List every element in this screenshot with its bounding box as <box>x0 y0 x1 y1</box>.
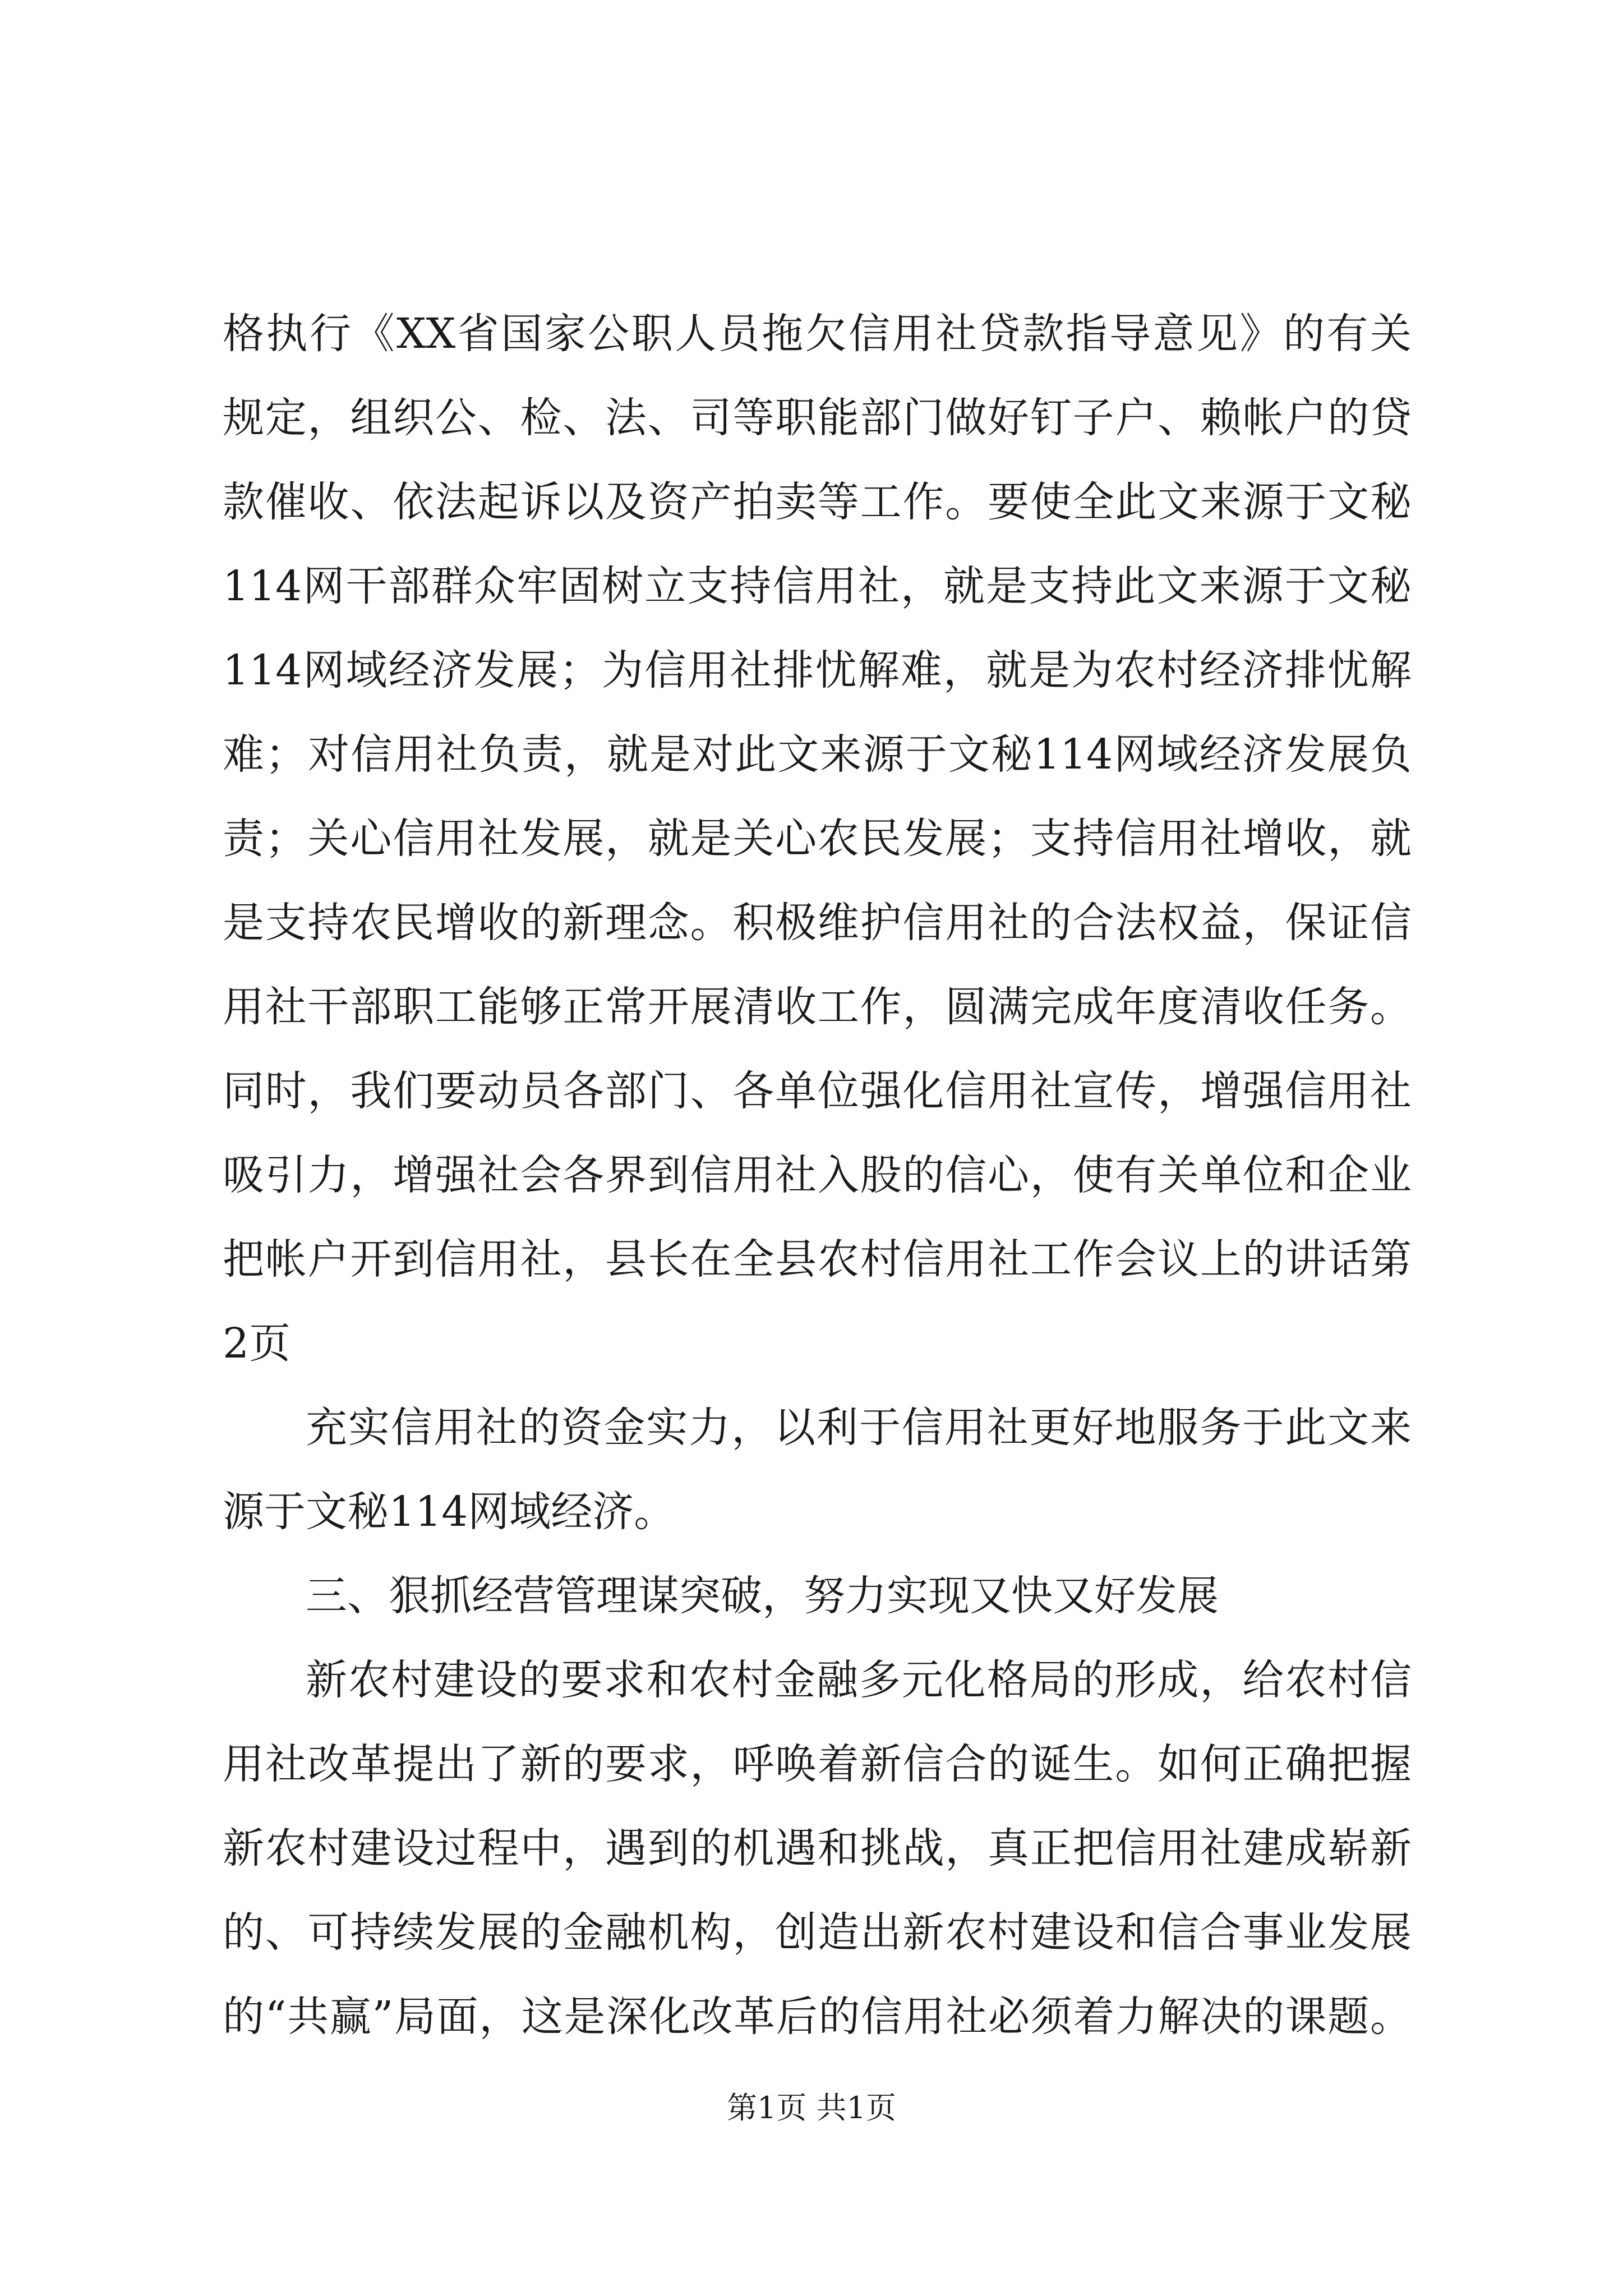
body-text-line: 难；对信用社负责，就是对此文来源于文秘114网域经济发展负 <box>223 730 1412 779</box>
body-text-line: 是支持农民增收的新理念。积极维护信用社的合法权益，保证信 <box>223 899 1412 947</box>
body-text-line: 2页 <box>223 1319 291 1368</box>
body-text-line: 责；关心信用社发展，就是关心农民发展；支持信用社增收，就 <box>223 815 1412 863</box>
body-text-line: 吸引力，增强社会各界到信用社入股的信心，使有关单位和企业 <box>223 1151 1412 1199</box>
body-text-line: 的“共赢”局面，这是深化改革后的信用社必须着力解决的课题。 <box>223 1993 1412 2041</box>
body-text-line: 114网域经济发展；为信用社排忧解难，就是为农村经济排忧解 <box>223 646 1412 694</box>
body-text-line: 源于文秘114网域经济。 <box>223 1488 676 1536</box>
body-text-line: 114网干部群众牢固树立支持信用社，就是支持此文来源于文秘 <box>223 562 1412 610</box>
body-text-line: 同时，我们要动员各部门、各单位强化信用社宣传，增强信用社 <box>223 1067 1412 1115</box>
body-text-line: 用社改革提出了新的要求，呼唤着新信合的诞生。如何正确把握 <box>223 1740 1412 1788</box>
paragraph-first-line: 新农村建设的要求和农村金融多元化格局的形成，给农村信 <box>306 1656 1412 1704</box>
section-heading: 三、狠抓经营管理谋突破，努力实现又快又好发展 <box>306 1572 1219 1620</box>
body-text-line: 款催收、依法起诉以及资产拍卖等工作。要使全此文来源于文秘 <box>223 478 1412 526</box>
body-text-line: 格执行《XX省国家公职人员拖欠信用社贷款指导意见》的有关 <box>223 310 1412 358</box>
body-text-line: 把帐户开到信用社，县长在全县农村信用社工作会议上的讲话第 <box>223 1235 1412 1283</box>
body-text-line: 用社干部职工能够正常开展清收工作，圆满完成年度清收任务。 <box>223 983 1412 1031</box>
body-text-line: 新农村建设过程中，遇到的机遇和挑战，真正把信用社建成崭新 <box>223 1824 1412 1872</box>
body-text-line: 规定，组织公、检、法、司等职能部门做好钉子户、赖帐户的贷 <box>223 394 1412 442</box>
paragraph-first-line: 充实信用社的资金实力，以利于信用社更好地服务于此文来 <box>306 1404 1412 1452</box>
body-text-line: 的、可持续发展的金融机构，创造出新农村建设和信合事业发展 <box>223 1908 1412 1957</box>
page-number-footer: 第1页 共1页 <box>727 2090 896 2125</box>
